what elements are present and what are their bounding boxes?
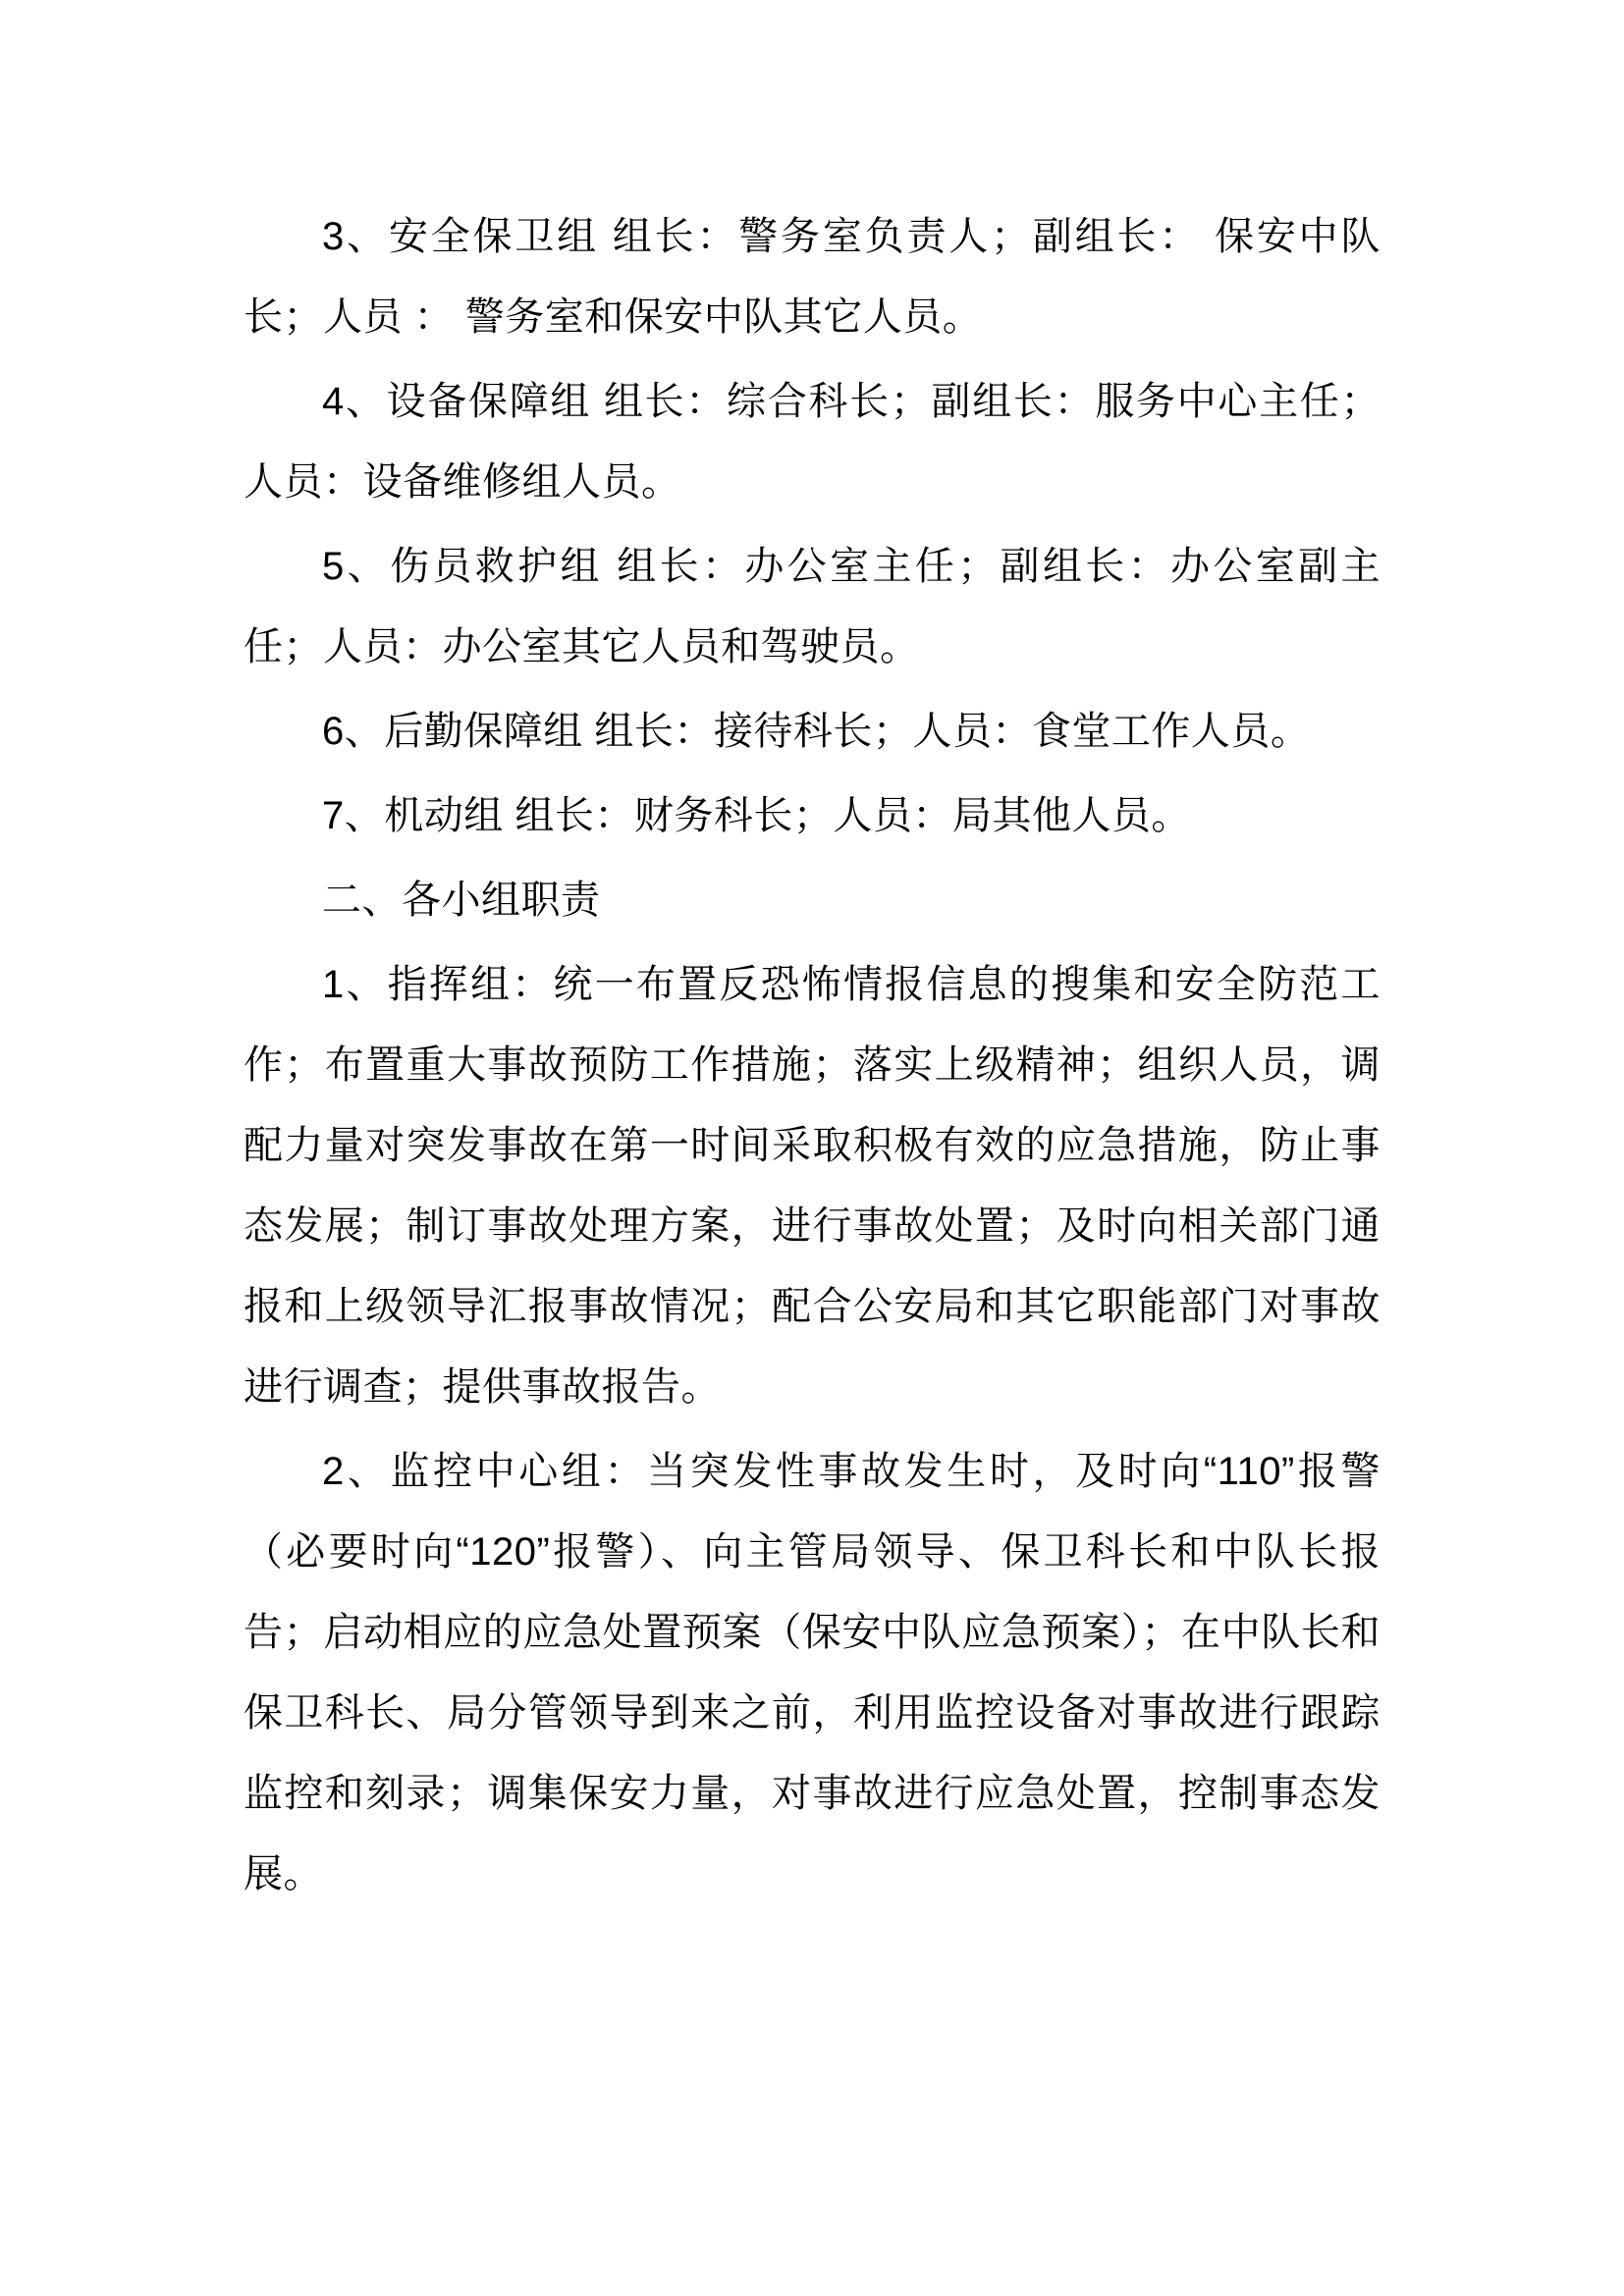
paragraph: 2、监控中心组：当突发性事故发生时，及时向“110”报警（必要时向“120”报警）、向主管局领导、保卫科长和中队长报告；启动相应的应急处置预案（保安中队应急预案）；在中队长和保卫科长、局分管领导到来之前，利用监控设备对事故进行跟踪监控和刻录；调集保安力量，对事故进行应急处置，控制事态发展。 [244,1450,1380,1896]
paragraph: 7、机动组 组长：财务科长；人员：局其他人员。 [322,794,1191,837]
document-body [244,196,1380,1918]
paragraph: 1、指挥组：统一布置反恐怖情报信息的搜集和安全防范工作；布置重大事故预防工作措施；落实上级精神；组织人员，调配力量对突发事故在第一时间采取积极有效的应急措施，防止事态发展；制订事故处理方案，进行事故处置；及时向相关部门通报和上级领导汇报事故情况；配合公安局和其它职能部门对事故进行调查；提供事故报告。 [244,963,1380,1409]
paragraph: 6、后勤保障组 组长：接待科长；人员：食堂工作人员。 [322,710,1311,753]
section-heading: 二、各小组职责 [322,879,601,922]
paragraph: 4、设备保障组 组长：综合科长；副组长：服务中心主任；人员：设备维修组人员。 [244,380,1380,504]
paragraph: 5、伤员救护组 组长：办公室主任；副组长：办公室副主任；人员：办公室其它人员和驾驶员。 [244,545,1380,668]
paragraph: 3、安全保卫组 组长：警务室负责人；副组长： 保安中队长；人员 ： 警务室和保安中队其它人员。 [244,215,1380,339]
